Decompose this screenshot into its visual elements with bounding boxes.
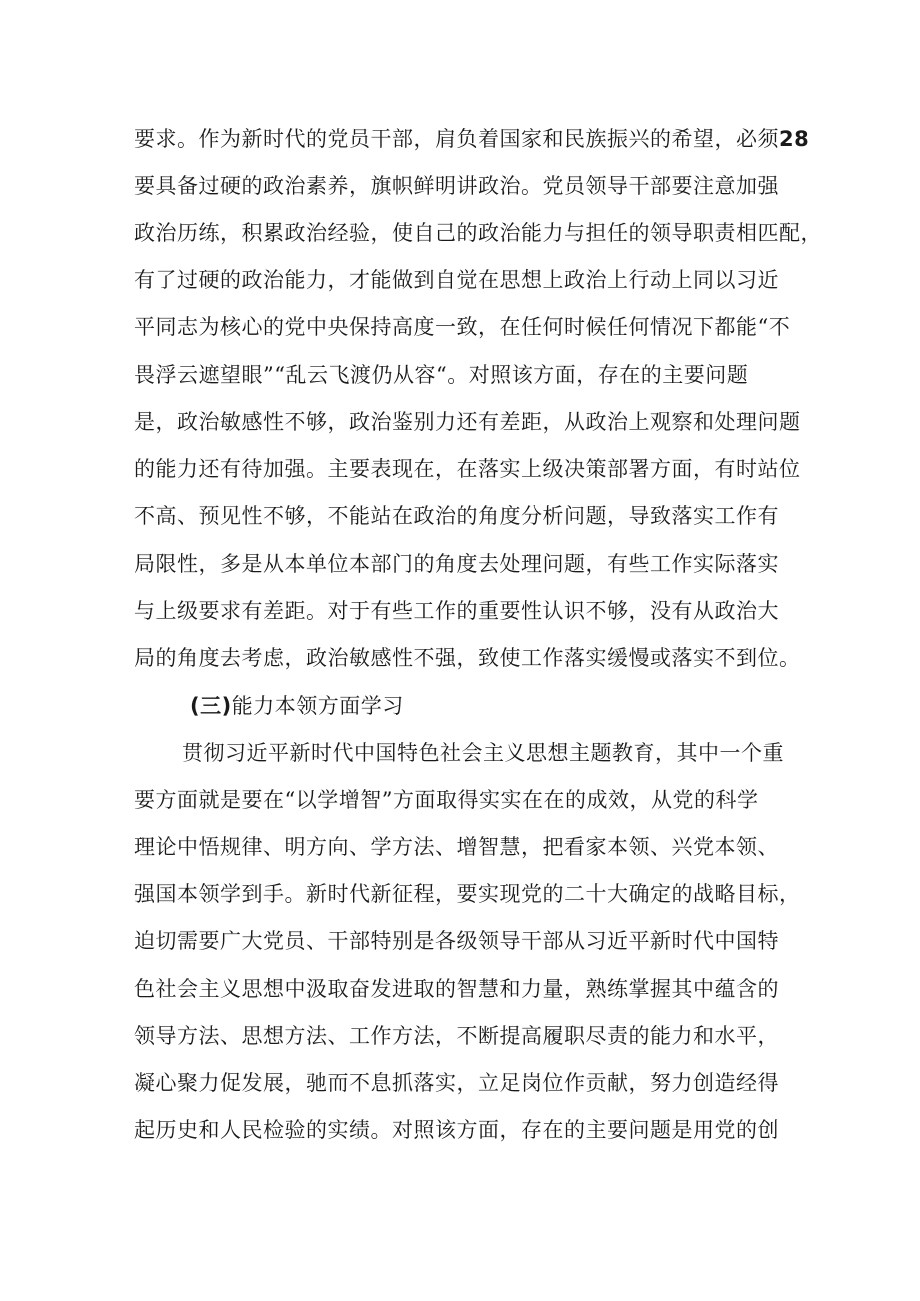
section-heading-number: (三) bbox=[190, 694, 232, 718]
page-number: 28 bbox=[779, 127, 810, 151]
text-line: 局的角度去考虑，政治敏感性不强，致使工作落实缓慢或落实不到位。 bbox=[134, 646, 801, 670]
text-line: 与上级要求有差距。对于有些工作的重要性认识不够，没有从政治大 bbox=[134, 599, 779, 623]
text-line: 是，政治敏感性不够，政治鉴别力还有差距，从政治上观察和处理问题 bbox=[134, 410, 801, 434]
section-heading-text: 能力本领方面学习 bbox=[231, 694, 404, 718]
text-line: 理论中悟规律、明方向、学方法、增智慧，把看家本领、兴党本领、 bbox=[134, 835, 779, 859]
text-line: 凝心聚力促发展，驰而不息抓落实，立足岗位作贡献，努力创造经得 bbox=[134, 1071, 779, 1095]
text-line-content: 要求。作为新时代的党员干部，肩负着国家和民族振兴的希望，必须 bbox=[134, 127, 779, 151]
text-line: 的能力还有待加强。主要表现在，在落实上级决策部署方面，有时站位 bbox=[134, 457, 801, 481]
text-line: 要方面就是要在“以学增智”方面取得实实在在的成效，从党的科学 bbox=[134, 788, 759, 812]
text-line: 平同志为核心的党中央保持高度一致，在任何时候任何情况下都能“不 bbox=[134, 315, 791, 339]
section-heading bbox=[190, 686, 850, 726]
text-line: 政治历练，积累政治经验，使自己的政治能力与担任的领导职责相匹配， bbox=[134, 221, 822, 245]
text-line: 局限性，多是从本单位本部门的角度去处理问题，有些工作实际落实 bbox=[134, 552, 779, 576]
text-line: 强国本领学到手。新时代新征程，要实现党的二十大确定的战略目标， bbox=[134, 882, 801, 906]
text-line: 有了过硬的政治能力，才能做到自觉在思想上政治上行动上同以习近 bbox=[134, 268, 779, 292]
text-line: 领导方法、思想方法、工作方法，不断提高履职尽责的能力和水平， bbox=[134, 1024, 779, 1048]
text-line: 起历史和人民检验的实绩。对照该方面，存在的主要问题是用党的创 bbox=[134, 1118, 779, 1142]
text-line bbox=[134, 119, 810, 159]
text-line: 畏浮云遮望眼”“乱云飞渡仍从容“。对照该方面，存在的主要问题 bbox=[134, 363, 749, 387]
text-line: 色社会主义思想中汲取奋发进取的智慧和力量，熟练掌握其中蕴含的 bbox=[134, 977, 779, 1001]
text-line: 要具备过硬的政治素养，旗帜鲜明讲政治。党员领导干部要注意加强 bbox=[134, 174, 779, 198]
text-line: 不高、预见性不够，不能站在政治的角度分析问题，导致落实工作有 bbox=[134, 504, 779, 528]
text-line: 贯彻习近平新时代中国特色社会主义思想主题教育，其中一个重 bbox=[182, 741, 784, 765]
text-line: 迫切需要广大党员、干部特别是各级领导干部从习近平新时代中国特 bbox=[134, 929, 779, 953]
